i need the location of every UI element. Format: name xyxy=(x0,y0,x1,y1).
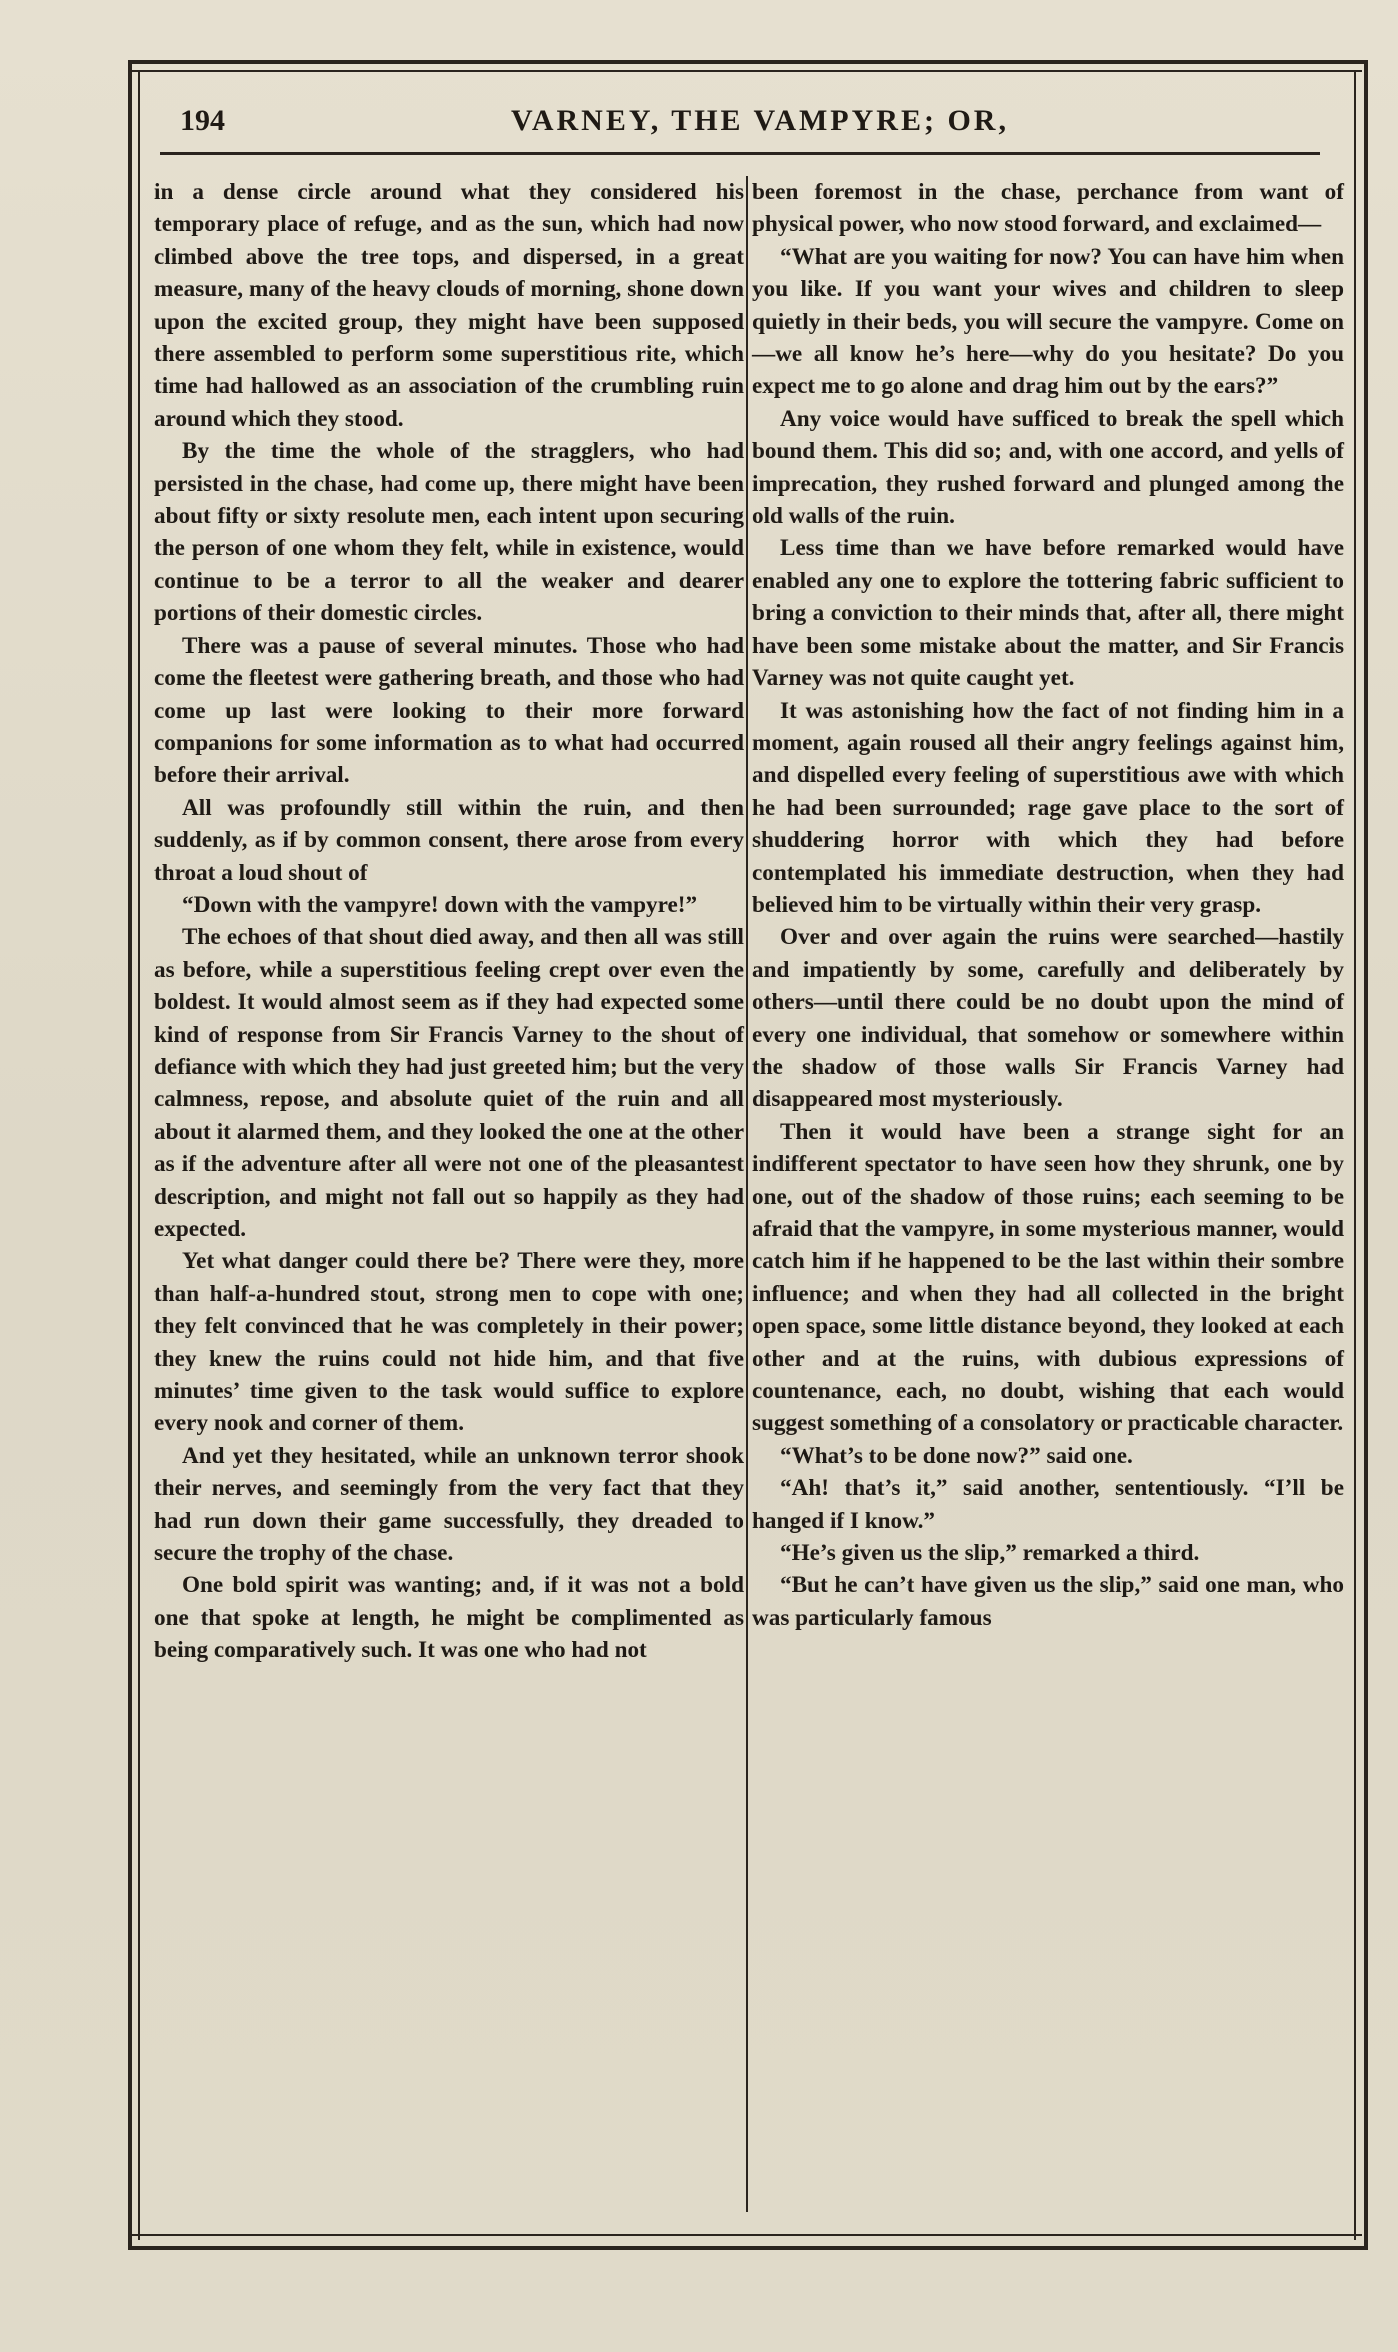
border-rule-bottom-inner xyxy=(132,2234,1362,2236)
paragraph: By the time the whole of the stragglers, who had persisted in the chase, had come up, there might have been about fifty or sixty resolute men, each intent upon securing the person of one whom they felt, while in existence, would continue to be a terror to all the weaker and dearer portions of their domestic circles. xyxy=(154,438,744,627)
paragraph: Then it would have been a strange sight for an indifferent spectator to have seen how they shrunk, one by one, out of the shadow of those ruins; each seeming to be afraid that the vampyre, in some mysterious manner, would catch him if he happened to be the last within their sombre influence; and when they had all collected in the bright open space, some little distance beyond, they looked at each other and at the ruins, with dubious expressions of countenance, each, no doubt, wishing that each would suggest something of a consolatory or practicable character. xyxy=(752,1118,1344,1437)
paragraph: There was a pause of several minutes. Those who had come the fleetest were gathering breath, and those who had come up last were looking to their more forward companions for some information as to what had occurred before their arrival. xyxy=(154,632,744,789)
paragraph: The echoes of that shout died away, and then all was still as before, while a superstitious feeling crept over even the boldest. It would almost seem as if they had expected some kind of response from Sir Francis Varney to the shout of defiance with which they had just greeted him; but the very calmness, repose, and absolute quiet of the ruin and all about it alarmed them, and they looked the one at the other as if the adventure after all were not one of the pleasantest description, and might not fall out so happily as they had expected. xyxy=(154,924,744,1242)
border-rule-top-outer xyxy=(128,60,1368,64)
paragraph: “He’s given us the slip,” remarked a third. xyxy=(780,1540,1200,1567)
paragraph: “Ah! that’s it,” said another, sententiously. “I’ll be hanged if I know.” xyxy=(752,1475,1344,1534)
border-rule-right-inner xyxy=(1354,70,1356,2240)
paragraph: “What’s to be done now?” said one. xyxy=(780,1442,1133,1469)
paragraph: It was astonishing how the fact of not finding him in a moment, again roused all their angry feelings against him, and dispelled every feeling of superstitious awe with which he had been surrounded; rage gave place to the sort of shuddering horror with which they had before contemplated his immediate destruction, when they had believed him to be virtually within their very grasp. xyxy=(752,697,1344,918)
paragraph: And yet they hesitated, while an unknown terror shook their nerves, and seemingly from the very fact that they had run down their game successfully, they dreaded to secure the trophy of the chase. xyxy=(154,1442,744,1567)
border-rule-bottom-outer xyxy=(128,2246,1368,2250)
paragraph: All was profoundly still within the ruin, and then suddenly, as if by common consent, there arose from every throat a loud shout of xyxy=(154,794,744,886)
column-rule xyxy=(746,176,748,2212)
left-column xyxy=(154,176,744,1667)
paragraph: Over and over again the ruins were searched—hastily and impatiently by some, carefully and deliberately by others—until there could be no doubt upon the mind of every one individual, that somehow or somewhere within the shadow of those walls Sir Francis Varney had disappeared most mysteriously. xyxy=(752,924,1344,1113)
paragraph: Any voice would have sufficed to break the spell which bound them. This did so; and, with one accord, and yells of imprecation, they rushed forward and plunged among the old walls of the ruin. xyxy=(752,405,1344,530)
paragraph: been foremost in the chase, perchance from want of physical power, who now stood forward, and exclaimed— xyxy=(752,179,1344,238)
paragraph: “But he can’t have given us the slip,” said one man, who was particularly famous xyxy=(752,1572,1344,1631)
page-header xyxy=(180,104,1320,148)
paragraph: “Down with the vampyre! down with the vampyre!” xyxy=(182,891,698,918)
border-rule-left-outer xyxy=(128,60,132,2250)
border-rule-left-inner xyxy=(138,70,140,2240)
page-number: 194 xyxy=(180,104,225,137)
paragraph: “What are you waiting for now? You can have him when you like. If you want your wives and children to sleep quietly in their beds, you will secure the vampyre. Come on—we all know he’s here—why do you hesitate? Do you expect me to go alone and drag him out by the ears?” xyxy=(752,243,1344,400)
paragraph: One bold spirit was wanting; and, if it was not a bold one that spoke at length, he might be complimented as being comparatively such. It was one who had not xyxy=(154,1572,744,1664)
paragraph: in a dense circle around what they considered his temporary place of refuge, and as the sun, which had now climbed above the tree tops, and dispersed, in a great measure, many of the heavy clouds of morning, shone down upon the excited group, they might have been supposed there assembled to perform some superstitious rite, which time had hallowed as an association of the crumbling ruin around which they stood. xyxy=(154,179,744,432)
border-rule-top-inner xyxy=(132,70,1362,72)
running-title: VARNEY, THE VAMPYRE; OR, xyxy=(511,104,1009,137)
paragraph: Yet what danger could there be? There were they, more than half-a-hundred stout, strong men to cope with one; they felt convinced that he was completely in their power; they knew the ruins could not hide him, and that five minutes’ time given to the task would suffice to explore every nook and corner of them. xyxy=(154,1248,744,1437)
paragraph: Less time than we have before remarked would have enabled any one to explore the tottering fabric sufficient to bring a conviction to their minds that, after all, there might have been some mistake about the matter, and Sir Francis Varney was not quite caught yet. xyxy=(752,535,1344,692)
border-rule-right-outer xyxy=(1364,60,1368,2250)
header-rule xyxy=(160,152,1320,155)
right-column xyxy=(752,176,1344,1634)
